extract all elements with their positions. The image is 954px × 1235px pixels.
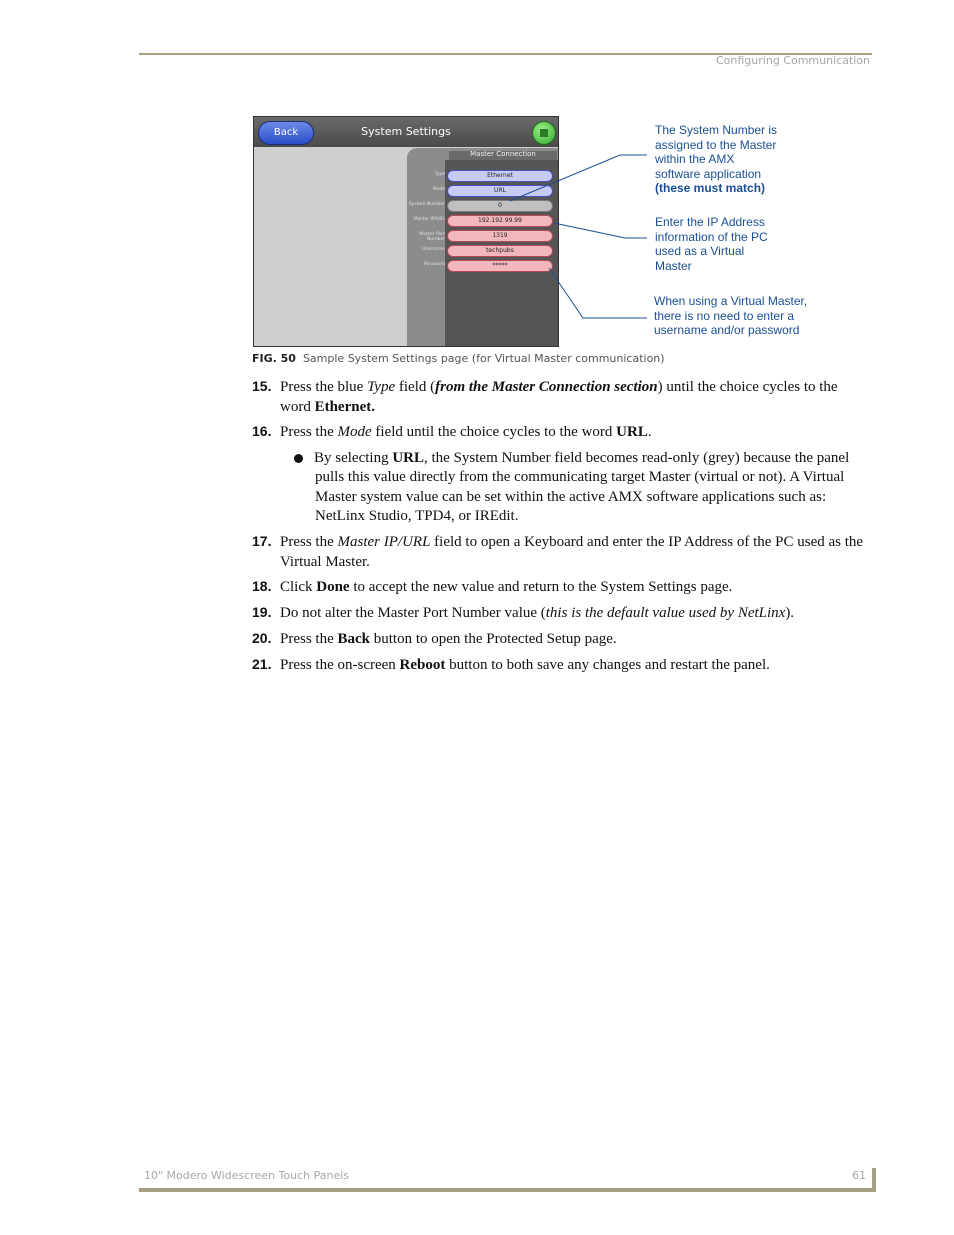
- callout-system-number: The System Number is assigned to the Master within the AMX software application (these must match): [655, 123, 778, 195]
- footer-edge-bar: [872, 1168, 876, 1192]
- text-run: Ethernet.: [314, 399, 375, 415]
- text-run: URL: [616, 424, 648, 440]
- callout-ip-address: Enter the IP Address information of the PC used as a Virtual Master: [655, 215, 768, 273]
- field-mode[interactable]: URL: [447, 185, 553, 197]
- field-label: System Number: [408, 202, 445, 207]
- text-run: , the System Number field becomes read-only (grey) because the panel pulls this value directly from the communicating target Master (virtual or not). A Virtual Master system value can be set within the active AMX software applications such as: NetLinx Studio, TPD4, or IREdit.: [315, 450, 850, 525]
- callout-leaders: [0, 0, 954, 400]
- step-text: [280, 603, 872, 623]
- text-run: Press the: [280, 631, 338, 647]
- running-header: Configuring Communication: [716, 54, 870, 67]
- field-master-port-number[interactable]: 1319: [447, 230, 553, 242]
- step-number: 20.: [252, 630, 272, 646]
- panel-title: System Settings: [361, 125, 451, 138]
- step-number: 16.: [252, 423, 272, 439]
- text-run: from the Master Connection section: [435, 379, 658, 395]
- text-run: Do not alter the Master Port Number value (: [280, 605, 546, 621]
- text-run: By selecting: [314, 450, 393, 466]
- figure-caption: [252, 352, 665, 365]
- step-number: 18.: [252, 578, 272, 594]
- text-run: field to open a Keyboard and enter the IP Address of the PC used as the Virtual Master.: [280, 534, 864, 570]
- section-title: Master Connection: [470, 150, 536, 158]
- field-type[interactable]: Ethernet: [447, 170, 553, 182]
- callout-virtual-master: When using a Virtual Master, there is no need to enter a username and/or password: [654, 294, 808, 337]
- text-run: field (: [395, 379, 436, 395]
- step-number: 15.: [252, 378, 272, 394]
- field-label: Master IP/URL: [413, 217, 445, 222]
- step-text: [280, 629, 872, 649]
- field-password[interactable]: *****: [447, 260, 553, 272]
- step-text: [280, 422, 872, 442]
- step-text: [280, 655, 872, 675]
- text-run: Press the blue: [280, 379, 368, 395]
- page-number: 61: [852, 1169, 866, 1182]
- figure-caption-text: Sample System Settings page (for Virtual Master communication): [302, 352, 665, 365]
- text-run: Master IP/URL: [337, 534, 431, 550]
- text-run: Press the: [280, 424, 338, 440]
- text-run: to accept the new value and return to the System Settings page.: [349, 579, 733, 595]
- text-run: URL: [392, 450, 424, 466]
- text-run: button to both save any changes and restart the panel.: [445, 657, 770, 673]
- field-label: Type: [434, 172, 445, 177]
- text-run: button to open the Protected Setup page.: [370, 631, 617, 647]
- footer-rule: [139, 1188, 876, 1192]
- field-label: Password: [423, 262, 445, 267]
- step-text: [280, 532, 872, 572]
- footer-title: 10" Modero Widescreen Touch Panels: [144, 1169, 350, 1182]
- field-system-number: 0: [447, 200, 553, 212]
- field-label: Master Port Number: [419, 232, 445, 242]
- leader-system-number: [510, 155, 647, 201]
- field-master-ip-url[interactable]: 192.192.99.99: [447, 215, 553, 227]
- text-run: Press the on-screen: [280, 657, 400, 673]
- step-number: 21.: [252, 656, 272, 672]
- text-run: Done: [316, 579, 350, 595]
- step-number: 17.: [252, 533, 272, 549]
- text-run: this is the default value used by NetLinx: [545, 605, 786, 621]
- text-run: Mode: [337, 424, 372, 440]
- text-run: field until the choice cycles to the word: [371, 424, 617, 440]
- step-number: 19.: [252, 604, 272, 620]
- leader-virtual-master: [549, 268, 647, 318]
- text-run: Type: [367, 379, 396, 395]
- text-run: Reboot: [399, 657, 446, 673]
- field-label: Mode: [432, 187, 445, 192]
- field-username[interactable]: techpubs: [447, 245, 553, 257]
- text-run: Press the: [280, 534, 338, 550]
- bullet-dot: [294, 454, 303, 463]
- step-text: [280, 377, 872, 417]
- field-label: Username: [422, 247, 445, 252]
- step-text: [280, 577, 872, 597]
- text-run: .: [647, 424, 652, 440]
- bullet-text: [315, 449, 872, 527]
- leader-ip-address: [554, 223, 647, 238]
- text-run: Back: [337, 631, 371, 647]
- text-run: Click: [280, 579, 317, 595]
- text-run: ) until the choice cycles to the word: [280, 379, 838, 415]
- back-button[interactable]: Back: [258, 121, 314, 145]
- text-run: ).: [785, 605, 795, 621]
- figure-label: FIG. 50: [252, 352, 296, 365]
